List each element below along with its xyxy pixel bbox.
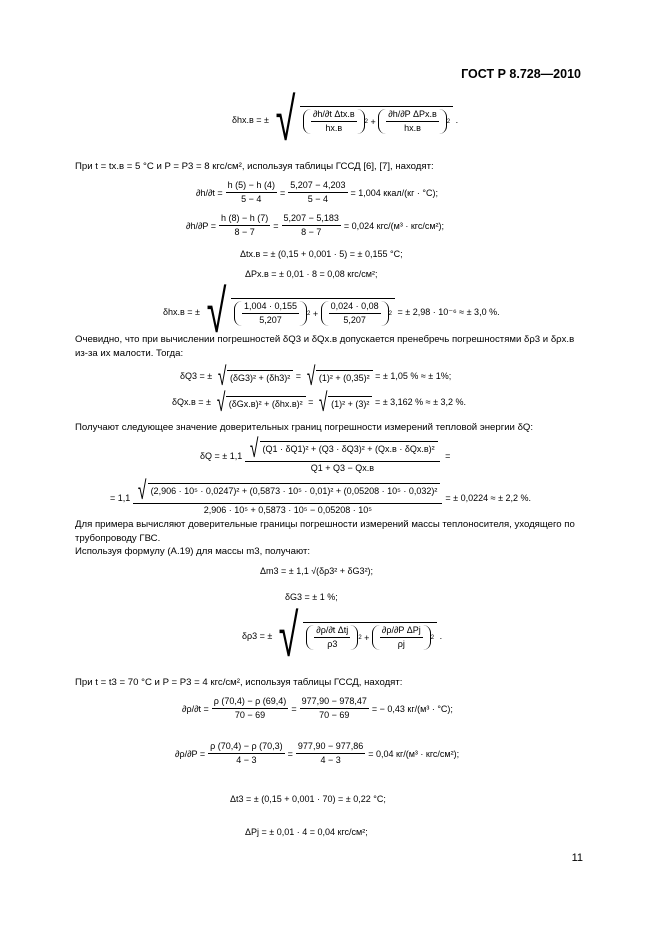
equation-drho-dp: ∂ρ/∂P = $\frac{\rho (70,4) - \rho (70,3)}{4 - 3}$ = $\frac{977,90 - 977,86}{4 - 3}$ = 0,04 кг/(м³ · кгс/см²); (175, 741, 460, 765)
equation-dh-dp: ∂h/∂P = $\frac{h (8) - h (7)}{8 - 7}$ = $\frac{5,207 - 5,183}{8 - 7}$ = 0,024 кгс/(м³ · кгс/см²); (186, 213, 445, 237)
paragraph: Получают следующее значение доверительных границ погрешности измерений тепловой энергии δQ: (75, 422, 534, 433)
paragraph: При t = tх.в = 5 °С и P = P3 = 8 кгс/см², используя таблицы ГССД [6], [7], находят: (75, 161, 434, 172)
equation-dpj: ΔPj = ± 0,01 · 4 = 0,04 кгс/см²; (245, 827, 368, 837)
equation-dq3: δQ3 = ± √ (δG3)² + (δh3)² = √ (1)² + (0,35)² = ± 1,05 % ≈ ± 1%; (180, 361, 452, 391)
equation-dq-value: = 1,1 √ (2,906 · 10⁵ · 0,0247)² + (0,5873 · 10⁵ · 0,01)² + (0,05208 · 10⁵ · 0,032)² 2,906 · 10⁵ + 0,5873 · 10⁵ − 0,05208 · 10⁵ = ± 0,0224 ≈ ± 2,2 %. (110, 475, 532, 515)
paragraph: Используя формулу (А.19) для массы m3, получают: (75, 546, 311, 557)
equation-dh-dt: ∂h/∂t = $\frac{h (5) - h (4)}{5 - 4}$ = $\frac{5,207 - 4,203}{5 - 4}$ = 1,004 ккал/(кг · °С); (196, 180, 438, 204)
equation-dg3: δG3 = ± 1 %; (285, 592, 338, 602)
paragraph: При t = t3 = 70 °С и P = P3 = 4 кгс/см², используя таблицы ГССД, находят: (75, 677, 403, 688)
equation-dq-xv: δQх.в = ± √ (δGх.в)² + (δhх.в)² = √ (1)² + (3)² = ± 3,162 % ≈ ± 3,2 %. (172, 387, 467, 417)
equation-dt3: Δt3 = ± (0,15 + 0,001 · 70) = ± 0,22 °С; (230, 794, 386, 804)
paragraph: Очевидно, что при вычислении погрешностей δQ3 и δQх.в допускается пренебречь погрешностями δρ3 и δρх.в из-за их малости. Тогда: (75, 334, 575, 359)
page-number: 11 (571, 852, 583, 864)
document-id-header: ГОСТ Р 8.728—2010 (461, 67, 581, 81)
equation-dh-xv: δhх.в = ± √ $\frac{\text{∂h/∂t Δtх.в}}{hх.в}$ 2 + $\frac{\text{∂h/∂P ΔPх.в}}{hх.в}$ 2 . (232, 86, 459, 153)
equation-dh-xv-value: δhх.в = ± √ $\frac{1,004 \cdot 0,155}{5,207}$ 2 + $\frac{0,024 \cdot 0,08}{5,207}$ 2 = ± 2,98 · 10⁻⁶ ≈ ± 3,0 %. (163, 278, 500, 345)
equation-dm3: Δm3 = ± 1,1 √(δρ3² + δG3²); (260, 566, 374, 576)
equation-lhs: δhх.в = ± (232, 115, 269, 125)
equation-drho3: δρ3 = ± √ $\frac{\text{∂ρ/∂t Δtj}}{\rho 3}$ 2 + $\frac{\text{∂ρ/∂P ΔPj}}{\rho j}$ 2 . (242, 602, 443, 669)
equation-dq: δQ = ± 1,1 √ (Q1 · δQ1)² + (Q3 · δQ3)² + (Qх.в · δQх.в)² Q1 + Q3 − Qх.в = (200, 433, 451, 473)
paragraph: Для примера вычисляют доверительные границы погрешности измерений массы теплоносителя, уходящего по трубопроводу ГВС. (75, 519, 575, 544)
equation-dp-xv: ΔPх.в = ± 0,01 · 8 = 0,08 кгс/см²; (245, 269, 378, 279)
equation-drho-dt: ∂ρ/∂t = $\frac{\rho (70,4) - \rho (69,4)}{70 - 69}$ = $\frac{977,90 - 978,47}{70 - 69}$ = − 0,43 кг/(м³ · °С); (182, 696, 453, 720)
equation-dt-xv: Δtх.в = ± (0,15 + 0,001 · 5) = ± 0,155 °С; (240, 249, 403, 259)
